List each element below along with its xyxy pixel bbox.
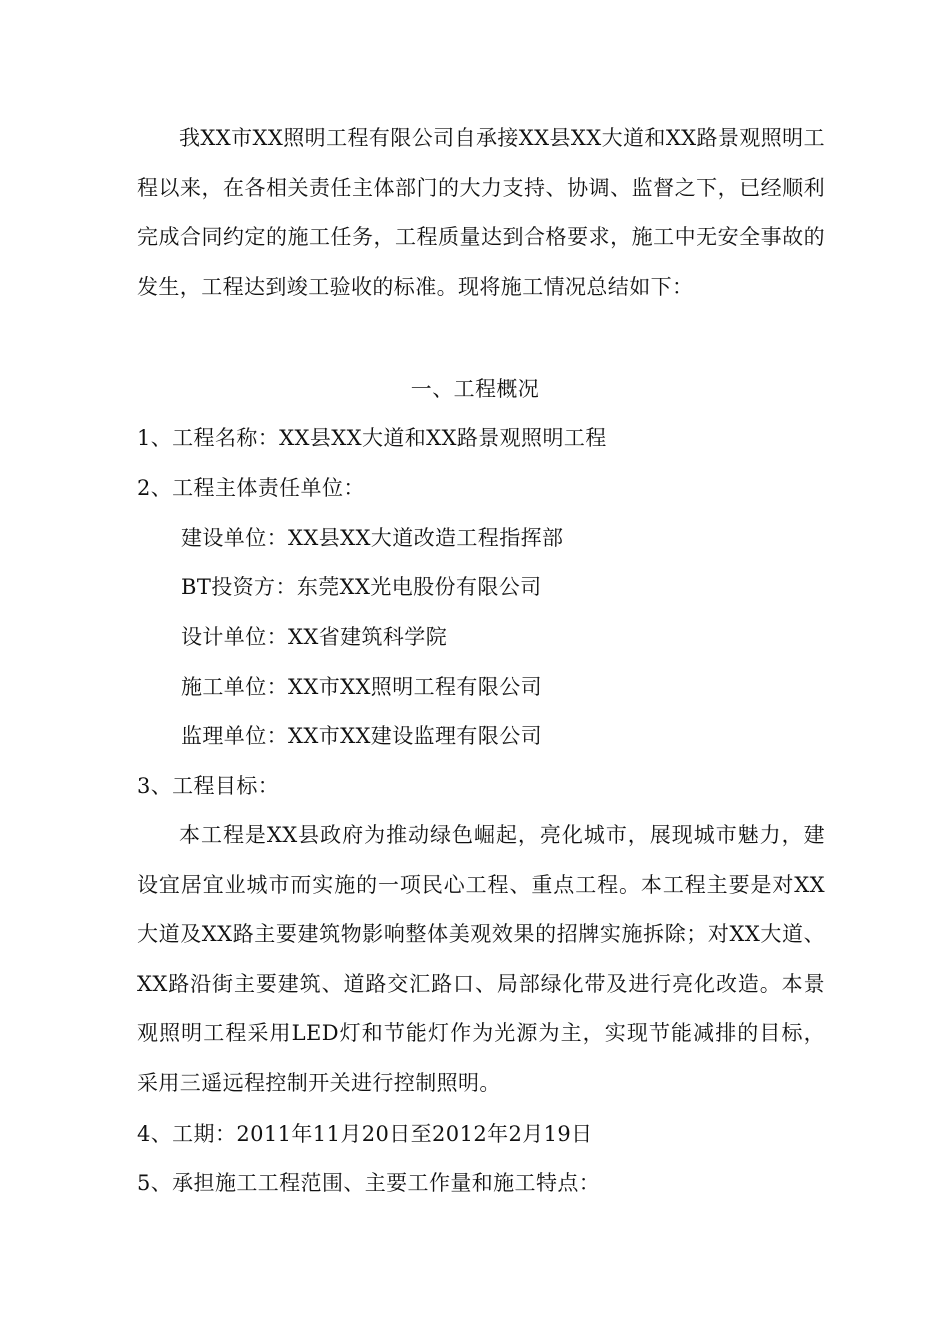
builder-unit-line: 施工单位：XX市XX照明工程有限公司 — [181, 675, 542, 699]
construction-owner-line: 建设单位：XX县XX大道改造工程指挥部 — [181, 526, 564, 550]
section-heading: 一、工程概况 — [410, 377, 540, 401]
responsible-units-title: 2、工程主体责任单位： — [137, 476, 365, 500]
goal-paragraph: 本工程是XX县政府为推动绿色崛起，亮化城市，展现城市魅力，建设宜居宜业城市而实施的一项民心工程、重点工程。本工程主要是对XX大道及XX路主要建筑物影响整体美观效果的招牌实施拆除；对XX大道、XX路沿街主要建筑、道路交汇路口、局部绿化带及进行亮化改造。本景观照明工程采用LED灯和节能灯作为光源为主，实现节能减排的目标，采用三遥远程控制开关进行控制照明。 — [137, 823, 825, 1095]
supervision-unit-line: 监理单位：XX市XX建设监理有限公司 — [181, 724, 542, 748]
intro-paragraph: 我XX市XX照明工程有限公司自承接XX县XX大道和XX路景观照明工程以来，在各相关责任主体部门的大力支持、协调、监督之下，已经顺利完成合同约定的施工任务，工程质量达到合格要求，施工中无安全事故的发生，工程达到竣工验收的标准。现将施工情况总结如下： — [137, 126, 825, 299]
goal-title: 3、工程目标： — [137, 774, 280, 798]
scope-title: 5、承担施工工程范围、主要工作量和施工特点： — [137, 1171, 601, 1195]
project-name-line: 1、工程名称：XX县XX大道和XX路景观照明工程 — [137, 426, 607, 450]
bt-investor-line: BT投资方：东莞XX光电股份有限公司 — [181, 575, 542, 599]
design-unit-line: 设计单位：XX省建筑科学院 — [181, 625, 448, 649]
period-line: 4、工期：2011年11月20日至2012年2月19日 — [137, 1122, 593, 1146]
